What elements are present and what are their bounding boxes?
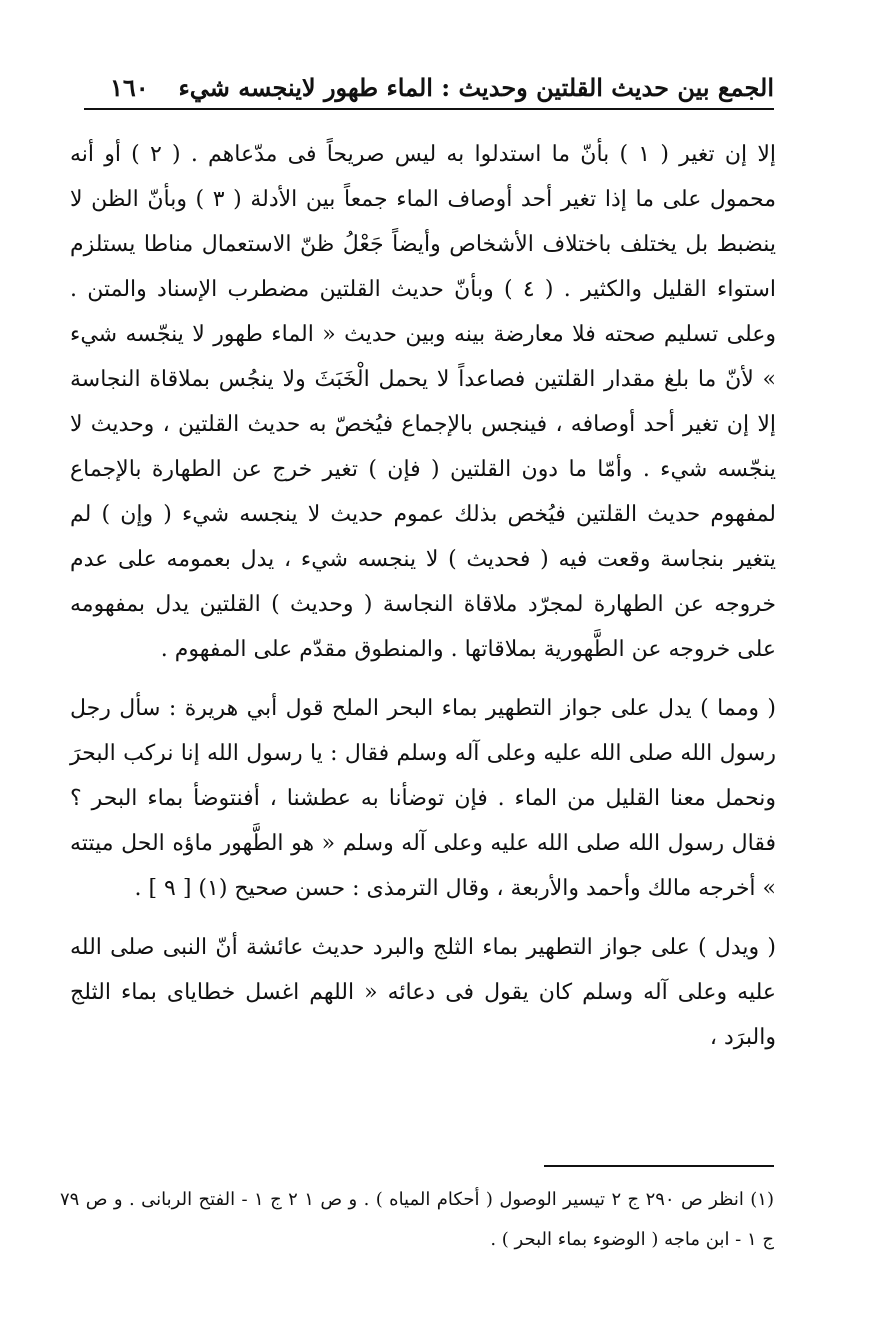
footnote-divider xyxy=(544,1165,774,1167)
paragraph-2: ( ومما ) يدل على جواز التطهير بماء البحر الملح قول أبي هريرة : سأل رجل رسول الله صلى الله عليه وعلى آله وسلم فقال : يا رسول الله إنا نركب البحرَ ونحمل معنا القليل من الماء . فإن توضأنا به عطشنا ، أفنتوضأ بماء البحر ؟ فقال رسول الله صلى الله عليه وعلى آله وسلم « هو الطَّهور ماؤه الحل ميتته » أخرجه مالك وأحمد والأربعة ، وقال الترمذى : حسن صحيح (١) [ ٩ ] . xyxy=(70,696,776,901)
footnote: (١) انظر ص ٢٩٠ ج ٢ تيسير الوصول ( أحكام المياه ) . و ص ١ ٢ ج ١ - الفتح الربانى . و ص ٧٩ ج ١ - ابن ماجه ( الوضوء بماء البحر ) . xyxy=(60,1189,774,1250)
main-text xyxy=(70,132,776,1060)
page-header xyxy=(110,58,774,102)
running-title: الجمع بين حديث القلتين وحديث : الماء طهور لاينجسه شيء xyxy=(178,73,774,102)
paragraph-3: ( ويدل ) على جواز التطهير بماء الثلج والبرد حديث عائشة أنّ النبى صلى الله عليه وعلى آله وسلم كان يقول فى دعائه « اللهم اغسل خطاياى بماء الثلج والبرَد ، xyxy=(70,935,776,1050)
paragraph-1: إلا إن تغير ( ١ ) بأنّ ما استدلوا به ليس صريحاً فى مدّعاهم . ( ٢ ) أو أنه محمول على ما إذا تغير أحد أوصاف الماء جمعاً بين الأدلة ( ٣ ) وبأنّ الظن لا ينضبط بل يختلف باختلاف الأشخاص وأيضاً جَعْلُ ظنّ الاستعمال مناطا يستلزم استواء القليل والكثير . ( ٤ ) وبأنّ حديث القلتين مضطرب الإسناد والمتن . وعلى تسليم صحته فلا معارضة بينه وبين حديث « الماء طهور لا ينجّسه شيء » لأنّ ما بلغ مقدار القلتين فصاعداً لا يحمل الْخَبَثَ ولا ينجُس بملاقاة النجاسة إلا إن تغير أحد أوصافه ، فينجس بالإجماع فيُخصّ به حديث القلتين ، وحديث لا ينجّسه شيء . وأمّا ما دون القلتين ( فإن ) تغير خرج عن الطهارة بالإجماع لمفهوم حديث القلتين فيُخص بذلك عموم حديث لا ينجسه شيء ( وإن ) لم يتغير بنجاسة وقعت فيه ( فحديث ) لا ينجسه شيء ، يدل بعمومه على عدم خروجه عن الطهارة لمجرّد ملاقاة النجاسة ( وحديث ) القلتين يدل بمفهومه على خروجه عن الطَّهورية بملاقاتها . والمنطوق مقدّم على المفهوم . xyxy=(70,142,776,662)
page-number: ١٦٠ xyxy=(110,73,149,102)
header-divider xyxy=(84,108,774,110)
